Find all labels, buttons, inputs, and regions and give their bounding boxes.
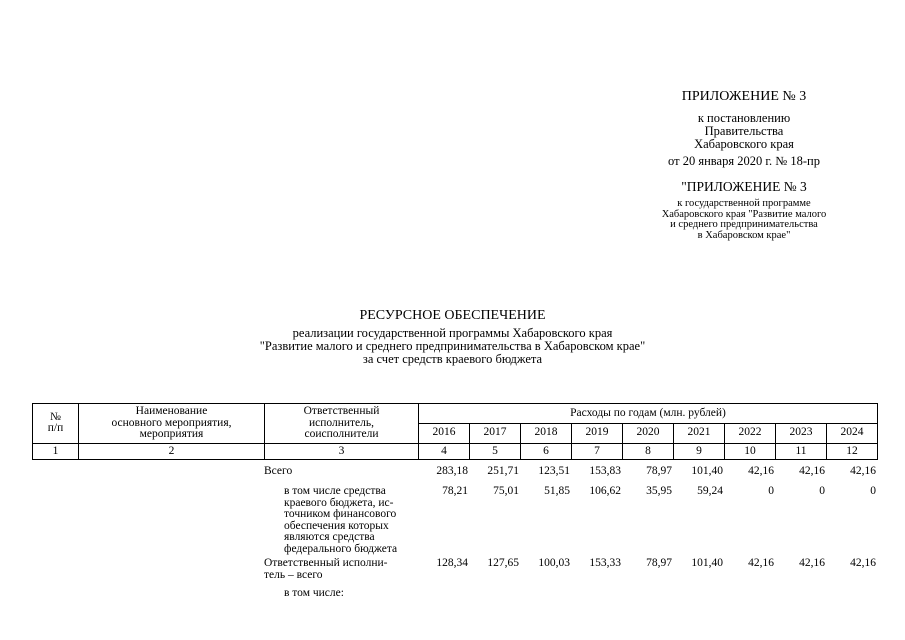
header-text: № xyxy=(50,410,61,423)
header-text: Ответственный xyxy=(303,405,380,417)
cell-value: 35,95 xyxy=(646,485,672,497)
column-number: 11 xyxy=(776,443,827,460)
table-row xyxy=(32,588,878,604)
subtitle-line: реализации государственной программы Хабаровского края xyxy=(292,326,613,340)
annex-line: к государственной программе xyxy=(677,198,811,209)
resource-table-body xyxy=(32,466,878,604)
cell-value: 42,16 xyxy=(850,465,876,477)
header-text: исполнитель, xyxy=(308,416,375,429)
row-label xyxy=(284,486,420,555)
row-label-line: краевого бюджета, ис- xyxy=(284,496,394,509)
cell-value: 42,16 xyxy=(799,557,825,569)
cell-value: 283,18 xyxy=(436,465,468,477)
subtitle-line: "Развитие малого и среднего предпринимательства в Хабаровском крае" xyxy=(259,339,646,354)
header-text: основного мероприятия, xyxy=(111,416,232,429)
document-title: РЕСУРСНОЕ ОБЕСПЕЧЕНИЕ xyxy=(359,308,546,323)
cell-value: 59,24 xyxy=(697,485,723,497)
column-number: 7 xyxy=(572,443,623,460)
subtitle-line: за счет средств краевого бюджета xyxy=(362,352,543,367)
header-executor xyxy=(265,404,419,444)
cell-value: 0 xyxy=(819,485,825,497)
header-text: п/п xyxy=(47,422,64,435)
cell-value: 78,97 xyxy=(646,557,672,569)
cell-value: 106,62 xyxy=(589,485,621,497)
header-year: 2020 xyxy=(623,423,674,443)
cell-value: 153,83 xyxy=(589,465,621,477)
column-number: 8 xyxy=(623,443,674,460)
annex-reference-2 xyxy=(628,199,860,241)
column-number: 9 xyxy=(674,443,725,460)
header-year: 2023 xyxy=(776,423,827,443)
column-number: 6 xyxy=(521,443,572,460)
cell-value: 78,21 xyxy=(442,485,468,497)
table-row xyxy=(32,466,878,486)
column-number: 2 xyxy=(79,443,265,460)
cell-value: 128,34 xyxy=(436,557,468,569)
column-number: 1 xyxy=(33,443,79,460)
header-number xyxy=(33,404,79,444)
annex-line: Правительства xyxy=(704,124,784,139)
header-year: 2018 xyxy=(521,423,572,443)
cell-value: 42,16 xyxy=(850,557,876,569)
cell-value: 0 xyxy=(870,485,876,497)
cell-value: 51,85 xyxy=(544,485,570,497)
row-label-line: тель – всего xyxy=(264,568,323,581)
row-label-line: точником финансового xyxy=(284,508,397,520)
header-text: Наименование xyxy=(135,405,208,417)
annex-line: и среднего предпринимательства xyxy=(670,219,818,230)
cell-value: 42,16 xyxy=(799,465,825,477)
header-year: 2024 xyxy=(827,423,878,443)
cell-value: 123,51 xyxy=(538,465,570,477)
cell-value: 101,40 xyxy=(691,465,723,477)
row-label xyxy=(284,588,420,600)
header-year: 2021 xyxy=(674,423,725,443)
row-label-line: в том числе: xyxy=(284,587,344,599)
annex-line: Хабаровского края "Развитие малого xyxy=(661,208,827,220)
annex-line: Хабаровского края xyxy=(694,137,794,152)
row-label-line: являются средства xyxy=(284,531,375,543)
header-activity-name xyxy=(79,404,265,444)
cell-value: 251,71 xyxy=(487,465,519,477)
cell-value: 0 xyxy=(768,485,774,497)
row-label-line: в том числе средства xyxy=(284,485,386,497)
column-number: 3 xyxy=(265,443,419,460)
column-number: 12 xyxy=(827,443,878,460)
column-number: 5 xyxy=(470,443,521,460)
header-year: 2022 xyxy=(725,423,776,443)
annex-line: в Хабаровском крае" xyxy=(697,229,791,241)
header-year: 2017 xyxy=(470,423,521,443)
header-year: 2016 xyxy=(419,423,470,443)
row-label-line: федерального бюджета xyxy=(284,542,398,555)
annex-line: к постановлению xyxy=(697,111,791,125)
annex-reference xyxy=(628,112,860,151)
table-row xyxy=(32,486,878,558)
cell-value: 75,01 xyxy=(493,485,519,497)
cell-value: 78,97 xyxy=(646,465,672,477)
document-subtitle xyxy=(0,327,905,366)
cell-value: 42,16 xyxy=(748,557,774,569)
header-text: мероприятия xyxy=(139,428,204,440)
column-number: 4 xyxy=(419,443,470,460)
row-label xyxy=(264,466,414,478)
column-number: 10 xyxy=(725,443,776,460)
resource-table-header xyxy=(32,403,878,460)
row-label-line: обеспечения которых xyxy=(284,519,389,532)
header-expenses: Расходы по годам (млн. рублей) xyxy=(419,404,878,424)
cell-value: 127,65 xyxy=(487,557,519,569)
annex-title: ПРИЛОЖЕНИЕ № 3 xyxy=(681,89,807,104)
row-label-line: Всего xyxy=(264,465,293,477)
header-year: 2019 xyxy=(572,423,623,443)
cell-value: 42,16 xyxy=(748,465,774,477)
annex-title-2: "ПРИЛОЖЕНИЕ № 3 xyxy=(681,179,807,194)
cell-value: 100,03 xyxy=(538,557,570,569)
row-label-line: Ответственный исполни- xyxy=(264,557,388,569)
cell-value: 101,40 xyxy=(691,557,723,569)
row-label xyxy=(264,558,414,581)
cell-value: 153,33 xyxy=(589,557,621,569)
table-row xyxy=(32,558,878,588)
annex-date: от 20 января 2020 г. № 18-пр xyxy=(668,154,820,168)
header-text: соисполнители xyxy=(304,428,379,440)
